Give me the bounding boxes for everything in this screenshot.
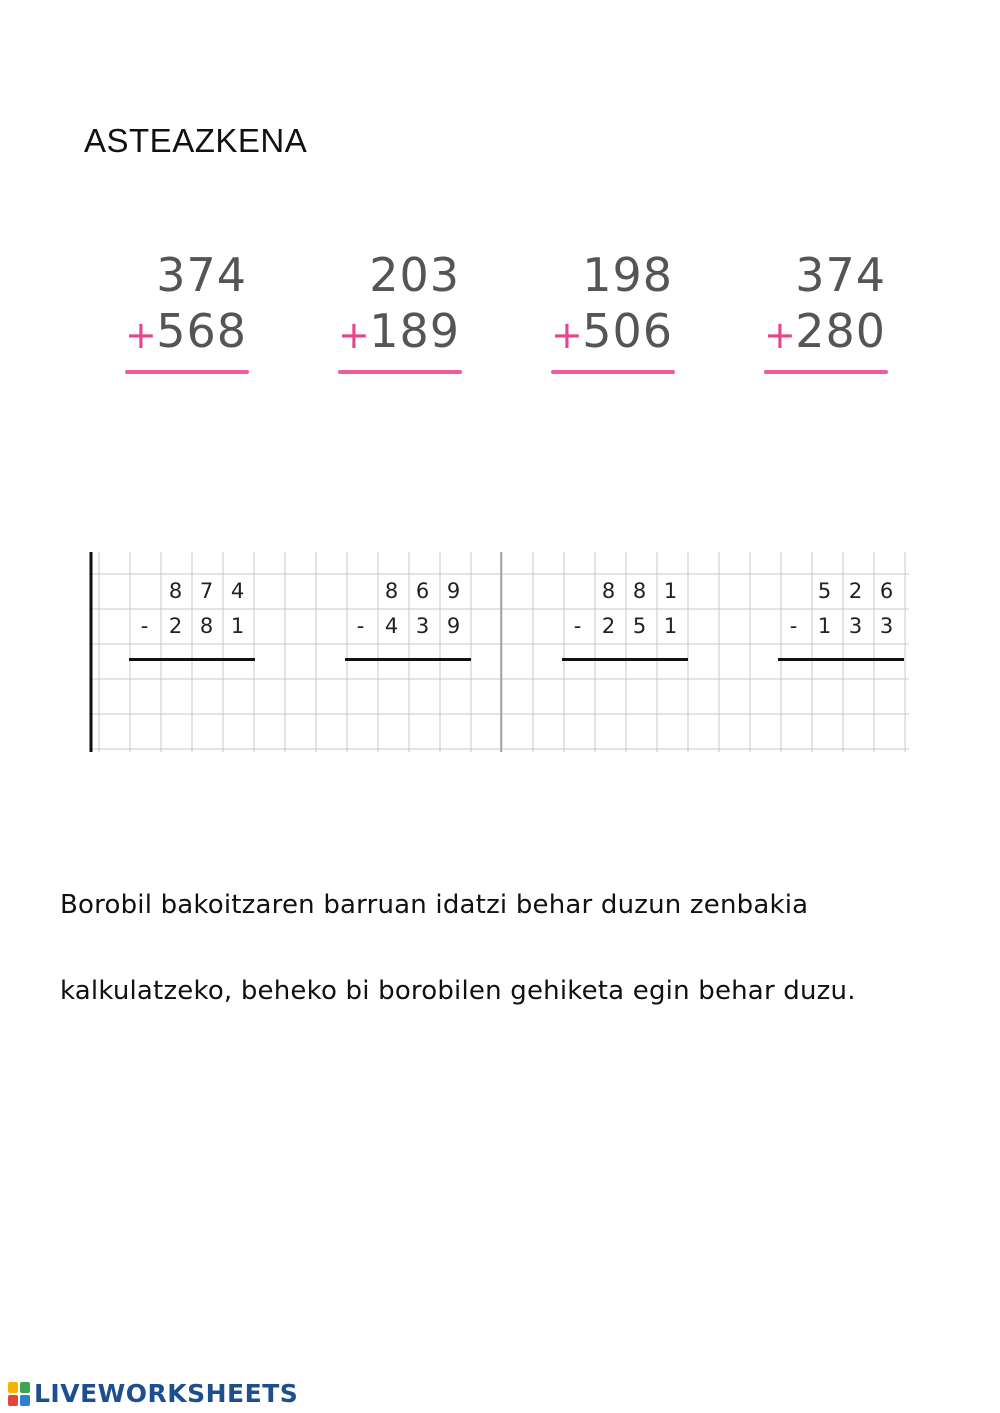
answer-line: [338, 370, 462, 374]
answer-line: [125, 370, 249, 374]
digit: 3: [848, 614, 863, 638]
answer-line: [129, 658, 255, 661]
addend-top: 374: [156, 248, 247, 302]
brand-name: LIVEWORKSHEETS: [34, 1379, 299, 1408]
digit: 9: [446, 579, 461, 603]
answer-line: [345, 658, 471, 661]
digit: 1: [817, 614, 832, 638]
digit: 2: [848, 579, 863, 603]
addend-bottom: 280: [795, 304, 886, 358]
digit: 8: [601, 579, 616, 603]
digit: 7: [199, 579, 214, 603]
digit: 5: [817, 579, 832, 603]
plus-sign: +: [551, 313, 583, 357]
plus-sign: +: [338, 313, 370, 357]
digit: 5: [632, 614, 647, 638]
addend-bottom: 506: [582, 304, 673, 358]
plus-sign: +: [125, 313, 157, 357]
subtrahend-row: [345, 609, 469, 643]
digit: 8: [199, 614, 214, 638]
digit: 2: [168, 614, 183, 638]
footer-brand: [8, 1379, 298, 1408]
answer-line: [551, 370, 675, 374]
minus-sign: -: [789, 614, 798, 638]
minuend-row: [129, 574, 253, 608]
digit: 4: [230, 579, 245, 603]
digit: 1: [663, 579, 678, 603]
addition-problem: [551, 248, 691, 378]
answer-line: [562, 658, 688, 661]
addend-top: 198: [582, 248, 673, 302]
addend-bottom: 568: [156, 304, 247, 358]
addition-problem: [125, 248, 265, 378]
subtraction-grid: [89, 552, 909, 752]
instruction-line-2: kalkulatzeko, beheko bi borobilen gehiketa egin behar duzu.: [60, 976, 856, 1006]
digit: 8: [168, 579, 183, 603]
minuend-row: [345, 574, 469, 608]
liveworksheets-logo-icon: [8, 1382, 30, 1406]
digit: 6: [415, 579, 430, 603]
addition-problem: [338, 248, 478, 378]
digit: 4: [384, 614, 399, 638]
plus-sign: +: [764, 313, 796, 357]
digit: 8: [384, 579, 399, 603]
minus-sign: -: [573, 614, 582, 638]
digit: 3: [879, 614, 894, 638]
addend-top: 203: [369, 248, 460, 302]
minus-sign: -: [356, 614, 365, 638]
answer-line: [778, 658, 904, 661]
instruction-line-1: Borobil bakoitzaren barruan idatzi behar duzun zenbakia: [60, 890, 809, 920]
digit: 1: [230, 614, 245, 638]
digit: 8: [632, 579, 647, 603]
digit: 1: [663, 614, 678, 638]
addition-problem: [764, 248, 904, 378]
minus-sign: -: [140, 614, 149, 638]
addend-top: 374: [795, 248, 886, 302]
subtraction-problem: [129, 552, 245, 638]
digit: 2: [601, 614, 616, 638]
subtrahend-row: [562, 609, 686, 643]
digit: 9: [446, 614, 461, 638]
addend-bottom: 189: [369, 304, 460, 358]
subtrahend-row: [129, 609, 253, 643]
minuend-row: [778, 574, 902, 608]
digit: 6: [879, 579, 894, 603]
subtraction-problem: [778, 552, 894, 638]
subtraction-problem: [345, 552, 461, 638]
minuend-row: [562, 574, 686, 608]
subtraction-problem: [562, 552, 678, 638]
subtrahend-row: [778, 609, 902, 643]
answer-line: [764, 370, 888, 374]
digit: 3: [415, 614, 430, 638]
page-title: ASTEAZKENA: [84, 122, 308, 159]
